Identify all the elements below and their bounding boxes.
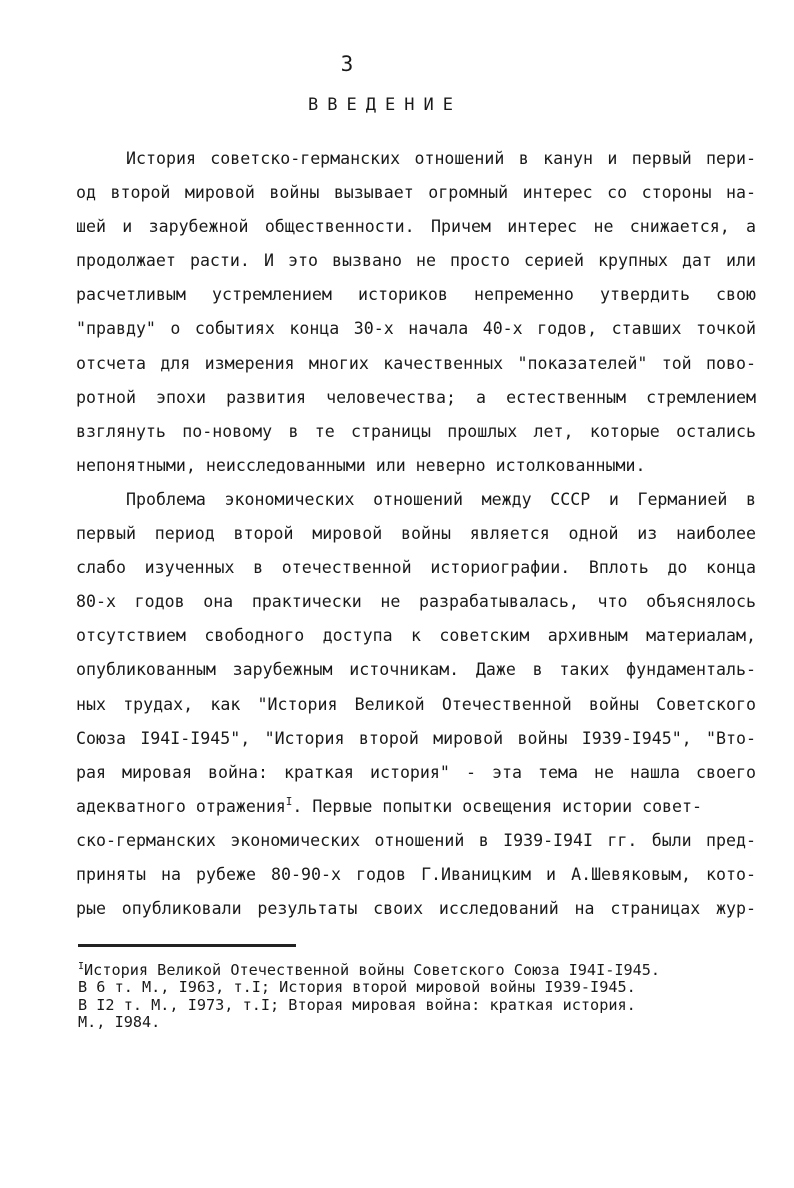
text-line: отсчета для измерения многих качественных "показателей" той пово-: [76, 353, 756, 373]
paragraph-2: [76, 483, 756, 926]
footnote-marker: I: [78, 961, 85, 972]
footnote-line: [78, 962, 758, 979]
text-line: приняты на рубеже 80-90-х годов Г.Иваницким и А.Шевяковым, кото-: [76, 864, 756, 884]
text-line: История советско-германских отношений в канун и первый пери-: [126, 149, 756, 168]
text-line: расчетливым устремлением историков непременно утвердить свою: [76, 285, 756, 305]
text-line: ротной эпохи развития человечества; а естественным стремлением: [76, 387, 756, 407]
text-line: продолжает расти. И это вызвано не просто серией крупных дат или: [76, 251, 756, 271]
footnote-line: В I2 т. М., I973, т.I; Вторая мировая война: краткая история.: [78, 995, 636, 1014]
text-line: рая мировая война: краткая история" - эта тема не нашла своего: [76, 762, 756, 782]
text-line: ско-германских экономических отношений в I939-I94I гг. были пред-: [76, 830, 756, 850]
text-line: од второй мировой войны вызывает огромный интерес со стороны на-: [76, 183, 756, 203]
text-line: взглянуть по-новому в те страницы прошлых лет, которые остались: [76, 421, 756, 441]
footnote: [78, 962, 758, 1032]
text-line: "правду" о событиях конца 30-х начала 40-х годов, ставших точкой: [76, 319, 756, 339]
text-segment: . Первые попытки освещения истории совет-: [292, 796, 703, 816]
paragraph-1: [76, 142, 756, 483]
text-segment: адекватного отражения: [76, 796, 286, 816]
text-line: шей и зарубежной общественности. Причем интерес не снижается, а: [76, 217, 756, 237]
text-line: слабо изученных в отечественной историографии. Вплоть до конца: [76, 558, 756, 578]
footnote-line: В 6 т. М., I963, т.I; История второй мировой войны I939-I945.: [78, 978, 636, 997]
text-line: опубликованным зарубежным источникам. Даже в таких фундаменталь-: [76, 660, 756, 680]
section-title: ВВЕДЕНИЕ: [308, 95, 462, 115]
page-number: 3: [340, 52, 354, 76]
text-line: Проблема экономических отношений между СССР и Германией в: [126, 489, 756, 509]
text-line: рые опубликовали результаты своих исследований на страницах жур-: [76, 899, 756, 919]
footnote-separator: [78, 944, 296, 947]
text-line: непонятными, неисследованными или неверно истолкованными.: [76, 455, 646, 475]
footnote-reference: I: [285, 794, 293, 808]
text-line: первый период второй мировой войны является одной из наиболее: [76, 524, 756, 544]
text-line: отсутствием свободного доступа к советским архивным материалам,: [76, 626, 756, 646]
footnote-text: История Великой Отечественной войны Советского Союза I94I-I945.: [84, 961, 661, 979]
text-line-with-footnote: [76, 790, 756, 824]
text-line: 80-х годов она практически не разрабатывалась, что объяснялось: [76, 592, 756, 612]
body-text: [76, 142, 756, 926]
footnote-line: М., I984.: [78, 1013, 161, 1032]
text-line: Союза I94I-I945", "История второй мировой войны I939-I945", "Вто-: [76, 728, 756, 748]
text-line: ных трудах, как "История Великой Отечественной войны Советского: [76, 694, 756, 714]
